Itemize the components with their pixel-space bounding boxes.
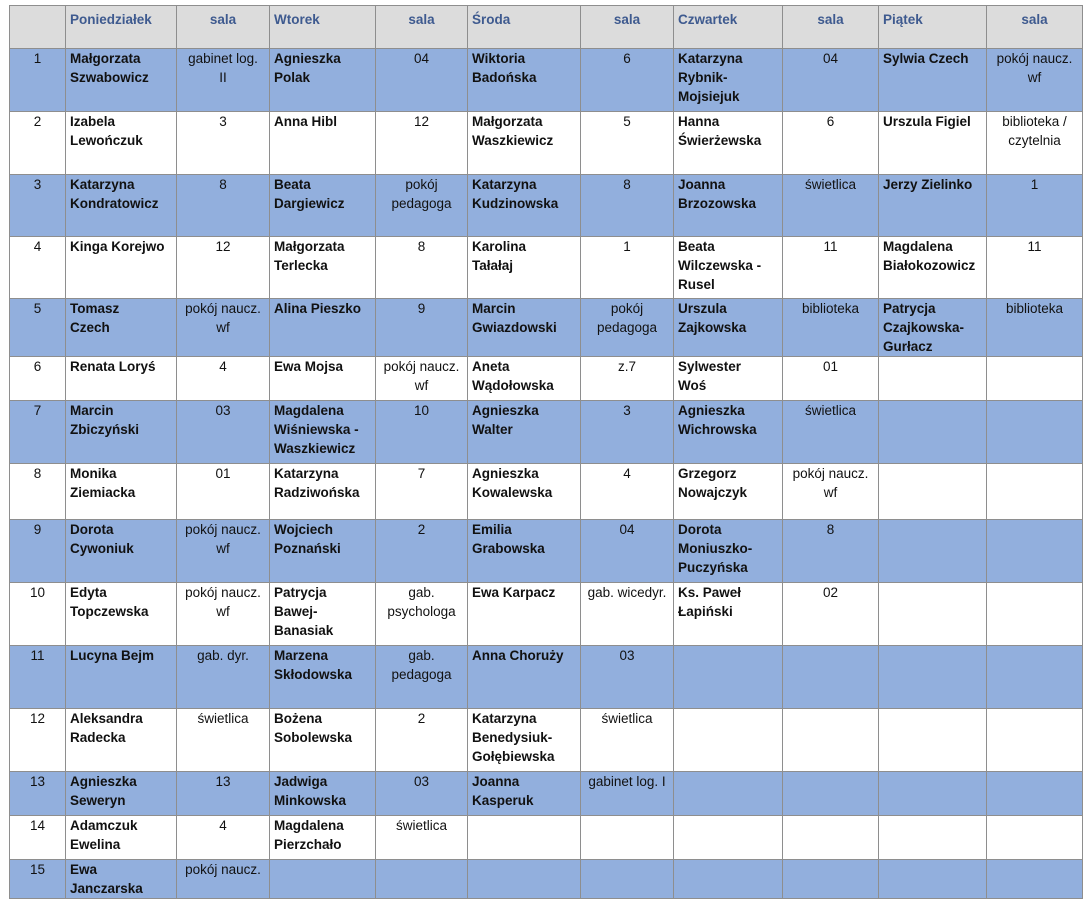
room-cell: 7 [376, 464, 468, 520]
room-cell [987, 860, 1083, 899]
teacher-name: Marzena Skłodowska [270, 646, 376, 709]
room-cell: 2 [376, 520, 468, 583]
room-cell: 12 [177, 237, 270, 299]
room-cell [987, 646, 1083, 709]
teacher-name: Ewa Mojsa [270, 357, 376, 401]
teacher-name [674, 709, 783, 772]
teacher-name: Wiktoria Badońska [468, 49, 581, 112]
teacher-name [468, 860, 581, 899]
room-cell: pokój naucz. [177, 860, 270, 899]
row-number: 12 [10, 709, 66, 772]
teacher-name [879, 860, 987, 899]
room-cell [581, 860, 674, 899]
room-cell: świetlica [581, 709, 674, 772]
room-cell: 6 [783, 112, 879, 175]
room-cell: 5 [581, 112, 674, 175]
room-cell: gab. wicedyr. [581, 583, 674, 646]
row-number: 9 [10, 520, 66, 583]
teacher-name: Urszula Figiel [879, 112, 987, 175]
teacher-name [879, 646, 987, 709]
teacher-name: Agnieszka Walter [468, 401, 581, 464]
room-cell: 12 [376, 112, 468, 175]
teacher-name: Grzegorz Nowajczyk [674, 464, 783, 520]
row-number: 7 [10, 401, 66, 464]
teacher-name: Sylwester Woś [674, 357, 783, 401]
teacher-name: Joanna Kasperuk [468, 772, 581, 816]
teacher-name: Lucyna Bejm [66, 646, 177, 709]
teacher-name: Beata Dargiewicz [270, 175, 376, 237]
teacher-name: Magdalena Pierzchało [270, 816, 376, 860]
room-cell [987, 583, 1083, 646]
schedule-table [9, 5, 1083, 899]
room-cell [987, 709, 1083, 772]
teacher-name: Adamczuk Ewelina [66, 816, 177, 860]
room-cell: 4 [177, 357, 270, 401]
room-cell: 01 [783, 357, 879, 401]
schedule-body [10, 49, 1083, 899]
table-row [10, 520, 1083, 583]
room-cell: pokój naucz. wf [987, 49, 1083, 112]
room-cell: 4 [177, 816, 270, 860]
teacher-name: Dorota Moniuszko- Puczyńska [674, 520, 783, 583]
header-row [10, 6, 1083, 49]
teacher-name: Joanna Brzozowska [674, 175, 783, 237]
room-cell: pokój naucz. wf [177, 520, 270, 583]
teacher-name [674, 816, 783, 860]
teacher-name: Patrycja Czajkowska- Gurłacz [879, 299, 987, 357]
teacher-name: Alina Pieszko [270, 299, 376, 357]
teacher-name [879, 520, 987, 583]
room-cell: 8 [783, 520, 879, 583]
room-cell [783, 816, 879, 860]
teacher-name [270, 860, 376, 899]
room-cell [987, 816, 1083, 860]
teacher-name [674, 860, 783, 899]
teacher-name: Magdalena Wiśniewska - Waszkiewicz [270, 401, 376, 464]
row-number: 3 [10, 175, 66, 237]
teacher-name: Marcin Gwiazdowski [468, 299, 581, 357]
teacher-name [674, 772, 783, 816]
room-cell: 3 [177, 112, 270, 175]
room-cell: 13 [177, 772, 270, 816]
table-row [10, 357, 1083, 401]
teacher-name: Renata Loryś [66, 357, 177, 401]
room-cell: 03 [376, 772, 468, 816]
room-cell: 04 [376, 49, 468, 112]
teacher-name: Edyta Topczewska [66, 583, 177, 646]
room-cell [987, 464, 1083, 520]
teacher-name: Tomasz Czech [66, 299, 177, 357]
room-cell: pokój naucz. wf [783, 464, 879, 520]
teacher-name: Marcin Zbiczyński [66, 401, 177, 464]
room-cell: świetlica [177, 709, 270, 772]
room-cell: biblioteka / czytelnia [987, 112, 1083, 175]
teacher-name: Bożena Sobolewska [270, 709, 376, 772]
room-cell [783, 772, 879, 816]
teacher-name: Agnieszka Polak [270, 49, 376, 112]
table-row [10, 464, 1083, 520]
room-cell: biblioteka [783, 299, 879, 357]
room-cell: pokój pedagoga [581, 299, 674, 357]
room-cell: pokój naucz. wf [376, 357, 468, 401]
room-cell: 10 [376, 401, 468, 464]
teacher-name [879, 709, 987, 772]
teacher-name: Katarzyna Rybnik- Mojsiejuk [674, 49, 783, 112]
teacher-name: Hanna Świerżewska [674, 112, 783, 175]
room-cell: pokój pedagoga [376, 175, 468, 237]
teacher-name: Dorota Cywoniuk [66, 520, 177, 583]
room-cell: 02 [783, 583, 879, 646]
room-cell: gabinet log. I [581, 772, 674, 816]
teacher-name: Agnieszka Seweryn [66, 772, 177, 816]
row-number: 2 [10, 112, 66, 175]
teacher-name [879, 583, 987, 646]
teacher-name: Katarzyna Radziwońska [270, 464, 376, 520]
teacher-name [674, 646, 783, 709]
teacher-name [879, 816, 987, 860]
row-number: 6 [10, 357, 66, 401]
teacher-name: Ks. Paweł Łapiński [674, 583, 783, 646]
room-cell: 8 [581, 175, 674, 237]
teacher-name: Monika Ziemiacka [66, 464, 177, 520]
room-cell: 04 [581, 520, 674, 583]
teacher-name: Katarzyna Benedysiuk- Gołębiewska [468, 709, 581, 772]
header-day-wednesday: Środa [468, 6, 581, 49]
table-row [10, 112, 1083, 175]
teacher-name: Jadwiga Minkowska [270, 772, 376, 816]
teacher-name: Katarzyna Kudzinowska [468, 175, 581, 237]
teacher-name: Izabela Lewończuk [66, 112, 177, 175]
room-cell [581, 816, 674, 860]
teacher-name: Aneta Wądołowska [468, 357, 581, 401]
teacher-name: Emilia Grabowska [468, 520, 581, 583]
room-cell: 2 [376, 709, 468, 772]
room-cell: 1 [987, 175, 1083, 237]
teacher-name: Małgorzata Waszkiewicz [468, 112, 581, 175]
room-cell [376, 860, 468, 899]
teacher-name: Beata Wilczewska - Rusel [674, 237, 783, 299]
row-number: 5 [10, 299, 66, 357]
teacher-name: Aleksandra Radecka [66, 709, 177, 772]
teacher-name: Magdalena Białokozowicz [879, 237, 987, 299]
teacher-name: Katarzyna Kondratowicz [66, 175, 177, 237]
teacher-name [879, 464, 987, 520]
room-cell: 9 [376, 299, 468, 357]
row-number: 14 [10, 816, 66, 860]
room-cell: 11 [783, 237, 879, 299]
header-day-thursday: Czwartek [674, 6, 783, 49]
room-cell: 03 [581, 646, 674, 709]
room-cell: 01 [177, 464, 270, 520]
teacher-name: Agnieszka Kowalewska [468, 464, 581, 520]
room-cell: 4 [581, 464, 674, 520]
room-cell: 3 [581, 401, 674, 464]
table-row [10, 401, 1083, 464]
teacher-name: Urszula Zajkowska [674, 299, 783, 357]
room-cell [783, 646, 879, 709]
room-cell: pokój naucz. wf [177, 583, 270, 646]
table-row [10, 816, 1083, 860]
table-row [10, 299, 1083, 357]
teacher-name: Jerzy Zielinko [879, 175, 987, 237]
teacher-name: Agnieszka Wichrowska [674, 401, 783, 464]
teacher-name: Ewa Karpacz [468, 583, 581, 646]
teacher-name: Ewa Janczarska [66, 860, 177, 899]
header-room: sala [376, 6, 468, 49]
table-row [10, 49, 1083, 112]
table-row [10, 583, 1083, 646]
row-number: 11 [10, 646, 66, 709]
room-cell: 8 [376, 237, 468, 299]
table-row [10, 646, 1083, 709]
teacher-name: Anna Hibl [270, 112, 376, 175]
room-cell: 11 [987, 237, 1083, 299]
room-cell: gabinet log. II [177, 49, 270, 112]
room-cell: świetlica [783, 401, 879, 464]
row-number: 8 [10, 464, 66, 520]
teacher-name [879, 772, 987, 816]
room-cell: 1 [581, 237, 674, 299]
teacher-name [879, 357, 987, 401]
room-cell: gab. psychologa [376, 583, 468, 646]
row-number: 4 [10, 237, 66, 299]
row-number: 10 [10, 583, 66, 646]
header-day-monday: Poniedziałek [66, 6, 177, 49]
room-cell [987, 401, 1083, 464]
teacher-name: Sylwia Czech [879, 49, 987, 112]
table-row [10, 237, 1083, 299]
teacher-name: Małgorzata Szwabowicz [66, 49, 177, 112]
room-cell: świetlica [783, 175, 879, 237]
room-cell: świetlica [376, 816, 468, 860]
teacher-name: Małgorzata Terlecka [270, 237, 376, 299]
room-cell: 8 [177, 175, 270, 237]
teacher-name: Karolina Tałałaj [468, 237, 581, 299]
room-cell [783, 860, 879, 899]
room-cell: z.7 [581, 357, 674, 401]
table-row [10, 709, 1083, 772]
room-cell: 03 [177, 401, 270, 464]
header-day-tuesday: Wtorek [270, 6, 376, 49]
room-cell: 04 [783, 49, 879, 112]
header-room: sala [581, 6, 674, 49]
teacher-name: Anna Chorużу [468, 646, 581, 709]
room-cell [987, 357, 1083, 401]
header-day-friday: Piątek [879, 6, 987, 49]
header-room: sala [783, 6, 879, 49]
row-number: 13 [10, 772, 66, 816]
header-room: sala [177, 6, 270, 49]
room-cell: pokój naucz. wf [177, 299, 270, 357]
room-cell: biblioteka [987, 299, 1083, 357]
row-number: 1 [10, 49, 66, 112]
teacher-name [468, 816, 581, 860]
header-room: sala [987, 6, 1083, 49]
table-row [10, 860, 1083, 899]
room-cell: gab. dyr. [177, 646, 270, 709]
room-cell: 6 [581, 49, 674, 112]
header-number [10, 6, 66, 49]
room-cell [783, 709, 879, 772]
row-number: 15 [10, 860, 66, 899]
room-cell [987, 772, 1083, 816]
room-cell [987, 520, 1083, 583]
room-cell: gab. pedagoga [376, 646, 468, 709]
teacher-name: Wojciech Poznański [270, 520, 376, 583]
table-row [10, 772, 1083, 816]
teacher-name: Patrycja Bawej- Banasiak [270, 583, 376, 646]
teacher-name: Kinga Korejwo [66, 237, 177, 299]
teacher-name [879, 401, 987, 464]
table-row [10, 175, 1083, 237]
